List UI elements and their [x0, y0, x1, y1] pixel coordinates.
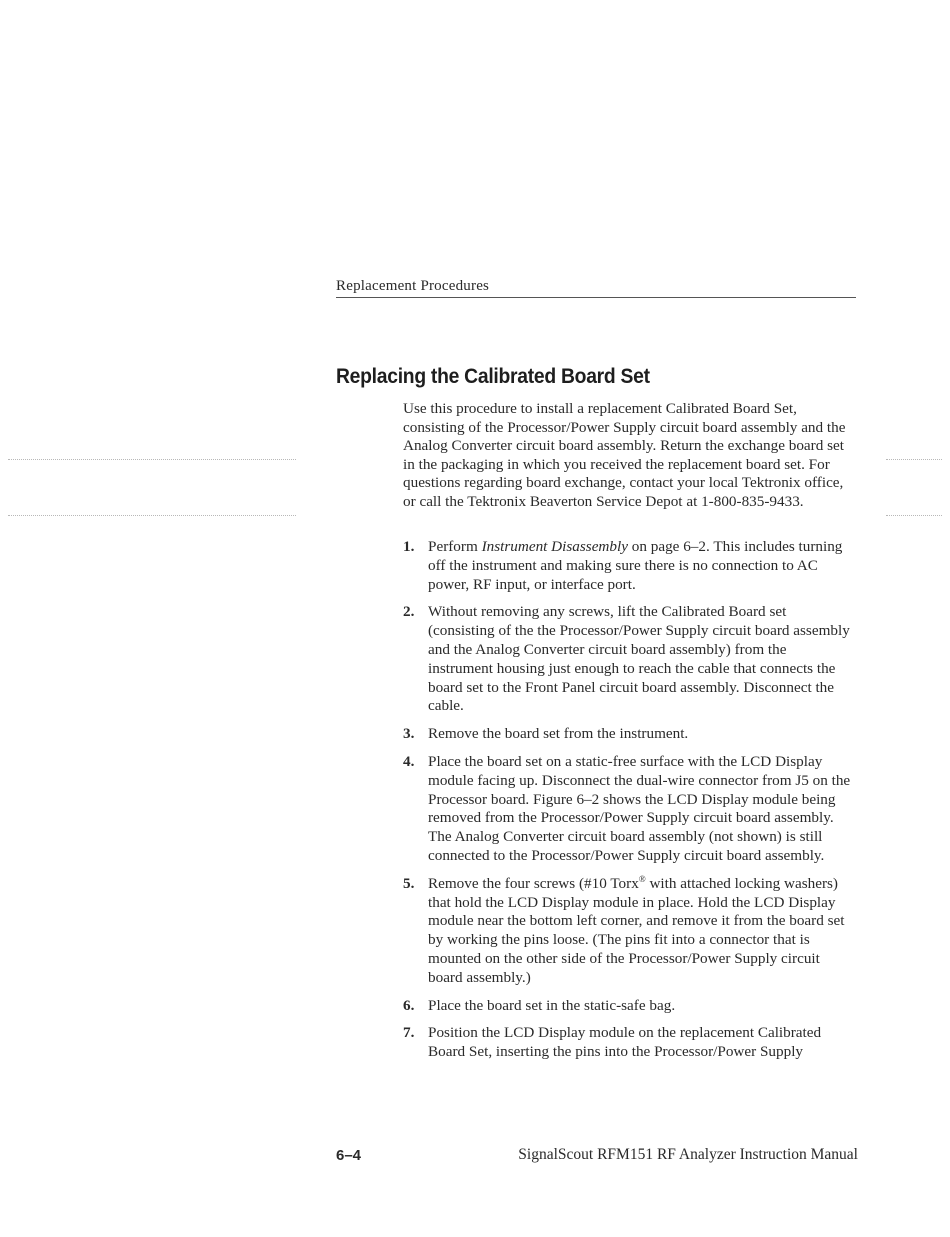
section-title: Replacing the Calibrated Board Set [336, 365, 650, 388]
step-5 [403, 875, 853, 988]
step-6 [403, 997, 853, 1016]
margin-rule-left-top [8, 459, 296, 460]
margin-rule-right-bottom [886, 515, 942, 516]
cross-reference: Instrument Disassembly [481, 538, 628, 555]
step-3 [403, 725, 853, 744]
step-number: 4. [403, 752, 415, 770]
manual-title: SignalScout RFM151 RF Analyzer Instruction Manual [518, 1146, 858, 1163]
header-rule [336, 297, 856, 298]
running-header: Replacement Procedures [336, 278, 490, 294]
step-number: 3. [403, 725, 415, 743]
step-text: Place the board set on a static-free surface with the LCD Display module facing up. Disconnect the dual-wire connector from J5 on the Processor board. Figure 6–2 shows the LCD Display module being removed from the Processor/Power Supply circuit board assembly. The Analog Converter circuit board assembly (not shown) is still connected to the Processor/Power Supply circuit board assembly. [428, 752, 851, 864]
step-text: Remove the board set from the instrument. [428, 725, 689, 743]
step-text: Place the board set in the static-safe bag. [428, 996, 676, 1014]
step-1 [403, 538, 853, 594]
intro-paragraph: Use this procedure to install a replacement Calibrated Board Set, consisting of the Processor/Power Supply circuit board assembly and the Analog Converter circuit board assembly. Return the exchange board set in the packaging in which you received the replacement board set. For questions regarding board exchange, contact your local Tektronix office, or call the Tektronix Beaverton Service Depot at 1-800-835-9433. [403, 400, 846, 510]
step-text: Without removing any screws, lift the Calibrated Board set (consisting of the the Processor/Power Supply circuit board assembly and the Analog Converter circuit board assembly) from the instrument housing just enough to reach the cable that connects the board set to the Front Panel circuit board assembly. Disconnect the cable. [428, 603, 850, 715]
margin-rule-left-bottom [8, 515, 296, 516]
step-number: 1. [403, 538, 415, 555]
procedure-steps [403, 538, 853, 1071]
step-text: Position the LCD Display module on the replacement Calibrated Board Set, inserting the pins into the Processor/Power Supply [428, 1024, 822, 1061]
step-number: 2. [403, 603, 415, 621]
step-7 [403, 1024, 853, 1062]
step-text: Perform Instrument Disassembly on page 6–2. This includes turning off the instrument and making sure there is no connection to AC power, RF input, or interface port. [428, 538, 843, 593]
page-number: 6–4 [336, 1147, 362, 1164]
step-text: Remove the four screws (#10 Torx® with attached locking washers) that hold the LCD Display module in place. Hold the LCD Display module near the bottom left corner, and remove it from the board set by working the pins loose. (The pins fit into a connector that is mounted on the other side of the Processor/Power Supply circuit board assembly.) [428, 873, 845, 986]
step-2 [403, 603, 853, 716]
registered-mark: ® [638, 873, 646, 884]
step-number: 7. [403, 1024, 415, 1042]
margin-rule-right-top [886, 459, 942, 460]
step-4 [403, 753, 853, 866]
step-number: 6. [403, 996, 415, 1014]
step-number: 5. [403, 874, 415, 892]
